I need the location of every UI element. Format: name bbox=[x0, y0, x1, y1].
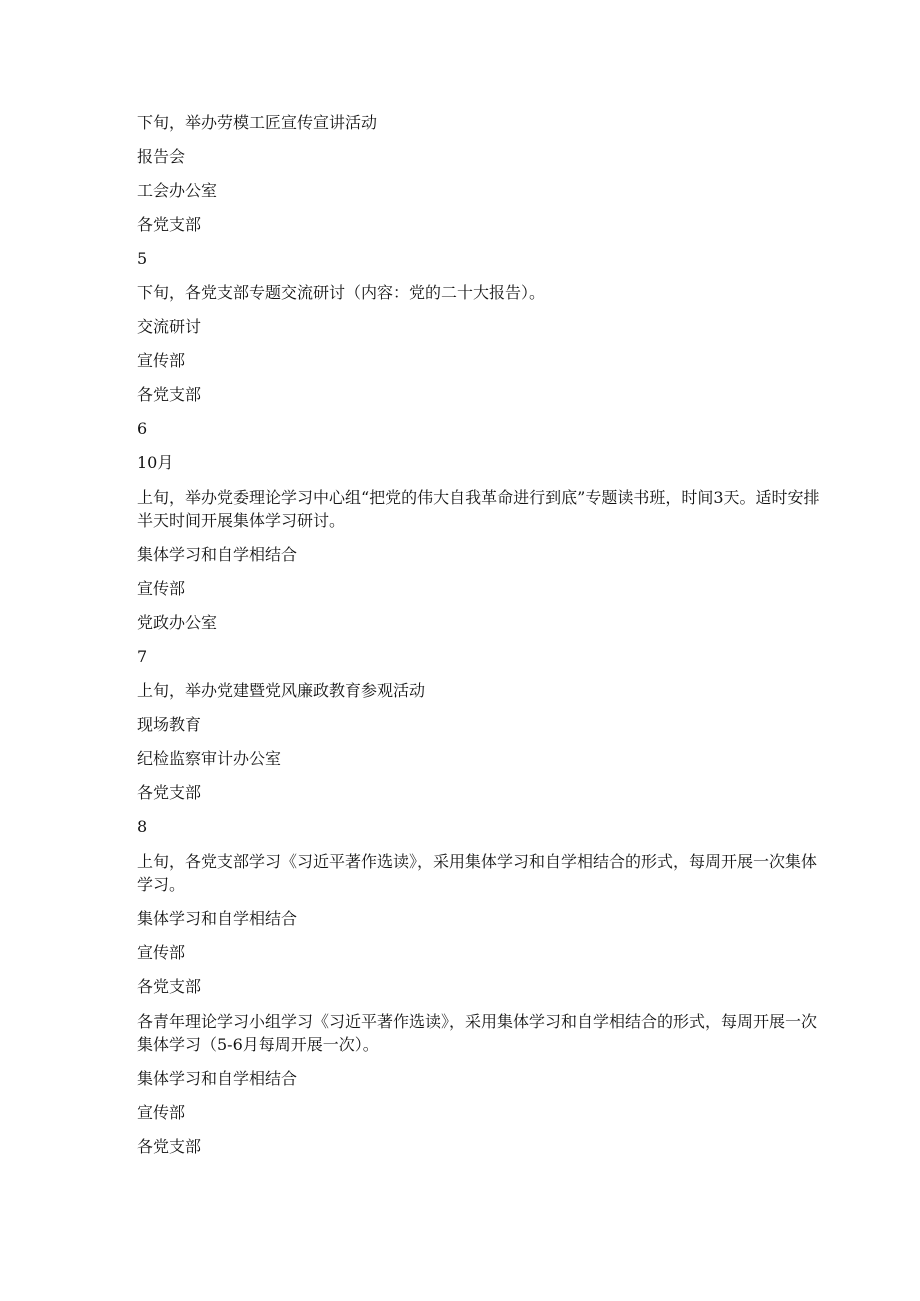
item-number: 6 bbox=[137, 419, 148, 438]
text-line: 下旬，各党支部专题交流研讨（内容：党的二十大报告）。 bbox=[137, 283, 546, 302]
text-line: 下旬，举办劳模工匠宣传宣讲活动 bbox=[137, 113, 378, 132]
text-line: 报告会 bbox=[137, 147, 186, 166]
text-line: 宣传部 bbox=[137, 1103, 186, 1122]
text-line: 上旬，举办党建暨党风廉政教育参观活动 bbox=[137, 681, 426, 700]
text-line: 各党支部 bbox=[137, 385, 202, 404]
text-line: 各党支部 bbox=[137, 783, 202, 802]
text-paragraph: 各青年理论学习小组学习《习近平著作选读》，采用集体学习和自学相结合的形式，每周开展一次集体学习（5-6月每周开展一次）。 bbox=[137, 1012, 818, 1054]
text-paragraph: 上旬，举办党委理论学习中心组“把党的伟大自我革命进行到底”专题读书班，时间3天。适时安排半天时间开展集体学习研讨。 bbox=[137, 488, 820, 530]
text-line: 现场教育 bbox=[137, 715, 202, 734]
text-line: 各党支部 bbox=[137, 215, 202, 234]
document-body bbox=[137, 112, 827, 1170]
text-line: 宣传部 bbox=[137, 351, 186, 370]
item-number: 8 bbox=[137, 817, 148, 836]
text-line: 集体学习和自学相结合 bbox=[137, 545, 298, 564]
text-line: 各党支部 bbox=[137, 1137, 202, 1156]
text-line: 各党支部 bbox=[137, 977, 202, 996]
text-line: 交流研讨 bbox=[137, 317, 202, 336]
text-line: 宣传部 bbox=[137, 579, 186, 598]
month-label: 10月 bbox=[137, 453, 174, 472]
text-line: 党政办公室 bbox=[137, 613, 218, 632]
text-paragraph: 上旬，各党支部学习《习近平著作选读》，采用集体学习和自学相结合的形式，每周开展一次集体学习。 bbox=[137, 852, 818, 894]
text-line: 工会办公室 bbox=[137, 181, 218, 200]
item-number: 5 bbox=[137, 249, 148, 268]
item-number: 7 bbox=[137, 647, 148, 666]
text-line: 集体学习和自学相结合 bbox=[137, 909, 298, 928]
text-line: 纪检监察审计办公室 bbox=[137, 749, 282, 768]
text-line: 宣传部 bbox=[137, 943, 186, 962]
text-line: 集体学习和自学相结合 bbox=[137, 1069, 298, 1088]
